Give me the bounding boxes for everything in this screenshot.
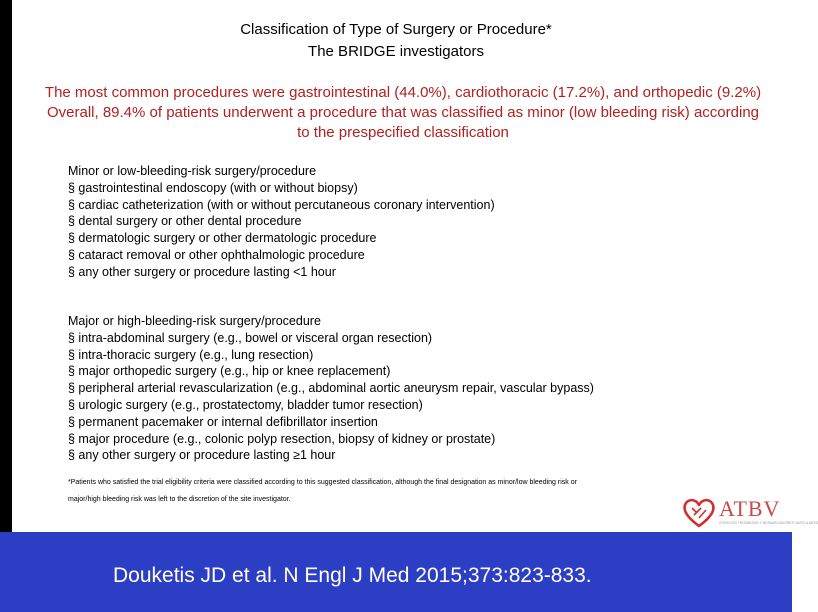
minor-risk-heading: Minor or low-bleeding-risk surgery/procedure [68,164,317,178]
major-risk-list [68,313,768,464]
logo-subtitle: ATENCION TROMBOSIS Y BIOMARCADORES VASCULARES [719,521,818,525]
list-item: § intra-abdominal surgery (e.g., bowel or visceral organ resection) [68,330,433,345]
list-item: § cataract removal or other ophthalmologic procedure [68,247,365,262]
list-item: § dermatologic surgery or other dermatologic procedure [68,231,377,246]
summary-line: to the prespecified classification [297,124,509,141]
footnote-line: major/high bleeding risk was left to the discretion of the site investigator. [68,496,291,503]
summary-text [14,83,792,143]
citation: Douketis JD et al. N Engl J Med 2015;373:823-833. [113,564,592,587]
slide-title: Classification of Type of Surgery or Procedure* [240,21,552,38]
heart-icon [682,496,716,528]
list-item: § intra-thoracic surgery (e.g., lung resection) [68,347,314,362]
footnote [68,474,728,508]
list-item: § major procedure (e.g., colonic polyp resection, biopsy of kidney or prostate) [68,431,496,446]
left-edge-bar [0,0,12,532]
list-item: § peripheral arterial revascularization (e.g., abdominal aortic aneurysm repair, vascular bypass) [68,381,594,396]
footnote-line: *Patients who satisfied the trial eligibility criteria were classified according to this suggested classification, although the final designation as minor/low bleeding risk or [68,479,577,486]
major-risk-heading: Major or high-bleeding-risk surgery/procedure [68,314,321,328]
list-item: § cardiac catheterization (with or without percutaneous coronary intervention) [68,197,495,212]
atbv-logo [682,496,818,530]
slide-subtitle: The BRIDGE investigators [308,43,484,60]
summary-line: Overall, 89.4% of patients underwent a procedure that was classified as minor (low bleeding risk) according [46,104,760,121]
minor-risk-list [68,163,768,281]
list-item: § major orthopedic surgery (e.g., hip or knee replacement) [68,364,391,379]
list-item: § permanent pacemaker or internal defibrillator insertion [68,414,378,429]
logo-text: ATBV [719,496,781,521]
list-item: § gastrointestinal endoscopy (with or without biopsy) [68,180,358,195]
list-item: § any other surgery or procedure lasting <1 hour [68,264,336,279]
list-item: § any other surgery or procedure lasting ≥1 hour [68,448,336,463]
list-item: § dental surgery or other dental procedure [68,214,302,229]
list-item: § urologic surgery (e.g., prostatectomy, bladder tumor resection) [68,397,423,412]
summary-line: The most common procedures were gastrointestinal (44.0%), cardiothoracic (17.2%), and orthopedic (9.2%) [44,84,762,101]
